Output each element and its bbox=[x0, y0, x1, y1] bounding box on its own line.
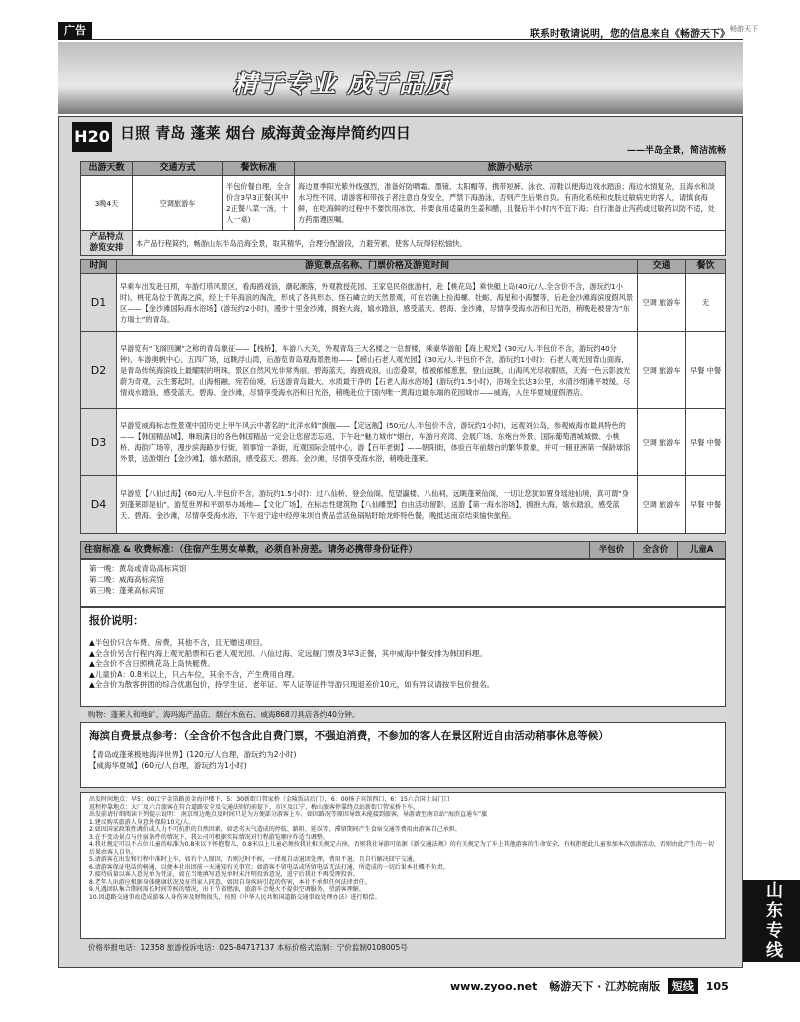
col-days: 出游天数 bbox=[81, 162, 133, 176]
day-transport: 空调 旅游车 bbox=[638, 332, 686, 409]
optional-sights bbox=[80, 722, 726, 788]
day-transport: 空调 旅游车 bbox=[638, 476, 686, 534]
shopping-note: 购物：蓬莱人和地矿、海玛海产品店、烟台木鱼石、威海868刀具店各约40分钟。 bbox=[80, 707, 726, 721]
day-meal: 早餐 中餐 bbox=[686, 476, 726, 534]
col-meals: 餐饮标准 bbox=[223, 162, 295, 176]
banner bbox=[58, 42, 743, 114]
optional-item: 【青岛或蓬莱极地海洋世界】(120元/人自理，游玩约为2小时) bbox=[89, 750, 297, 759]
day-text: 早游览有“飞阁回澜”之称的青岛象征——【栈桥】，车游八大关，外观青岛三大名楼之一总督楼，乘豪华游船【海上观光】(30元/人.半包价不含，游玩约40分钟)，车游奥帆中心、五四广场，远眺浮山湾，后游览青岛观海景胜地——【崂山石老人观光园】(30元/人.半包价不含，游玩约1小时)：石老人观光园背山面海，是青岛传统海滨线上最耀眼的明珠，景区自然风光非常秀丽，碧海蓝天，海鸥戏浪，山峦叠翠，植被郁郁葱葱，登山远眺，山海风光尽收眼底，天海一色云影波光蔚为奇观，云生雾起时，山海相融，宛若仙境，后送游青岛最大、水质最干净的【石老人海水浴场】(游玩约1.5小时)，浴场全长达3公里，水清沙细滩平坡缓，尽情戏水踏浪，感受蓝天、碧海、金沙滩，尽情享受海水浴和日光浴，稍晚赴位于国内唯一黄海边最东端的花园城市——威海，入住华夏城度假酒店。 bbox=[117, 332, 638, 409]
rule-line: 4.我社规定可以不占位儿童的标准为0.8米以下怀抱婴儿，0.8米以上儿童必须按我社相关规定占座，否则我社导游可依据《新交通法规》的有关规定为了车上其他游客的生命安全，有权拒绝此儿童参加本次旅游活动，否则由此产生的一切后果由客人自负。 bbox=[89, 841, 714, 856]
magazine-name: 畅游天下 · 江苏皖南版 bbox=[549, 980, 661, 993]
summary-tips: 海边夏季阳光紫外线强烈，准备好防晒霜、墨镜、太阳帽等，携带短裤、泳衣、凉鞋以便海边戏水踏浪；海边水情复杂，且海水和淡水习性不同，请游客和带孩子者注意自身安全，严禁下海游泳，否则产生后果自负。有消化系统和皮肤过敏病史的客人，请慎食海鲜，在吃海鲜的过程中不要饮用冰饮，并要食用适量的生姜和醋，且餐后半小时内不宜下海；自行准备止泻药或过敏药以防不适，处方药需遵医嘱。 bbox=[295, 176, 726, 231]
optional-title: 海滨自费景点参考：（全含价不包含此自费门票，不强迫消费，不参加的客人在景区附近自由活动稍事休息等候） bbox=[89, 730, 609, 742]
rule-line: 5.请游客在出发和行程中准时上车，如有个人原因，否则过时不候，一律视自动退团处理，费用不退，且自行解决回宁交通。 bbox=[89, 856, 419, 863]
ad-label: 广告 bbox=[58, 22, 92, 40]
summary-table bbox=[80, 161, 726, 256]
day-label: D3 bbox=[81, 409, 117, 476]
hotel-header bbox=[80, 541, 726, 559]
rule-line: 返程停靠地点：大厂及六合旅客在符合道路安全及交通法则的前提下，市区及江宁、梅山旅客停靠终点站新街口管家桥下车。 bbox=[89, 803, 420, 811]
col-transport2: 交通 bbox=[638, 260, 686, 274]
col-sights: 游览景点名称、门票价格及游览时间 bbox=[117, 260, 638, 274]
price-note: ▲全含价不含日照桃花岛上岛快艇费。 bbox=[89, 659, 215, 668]
day-text: 早游览威海标志性景观中国历史上甲午风云中著名的“北洋水师”旗舰——【定远舰】(50元/人.半包价不含，游玩约1小时)，远观刘公岛，参观威海市最具特色的——【韩国精品城】，琳琅满目的各色韩国精品一定会让您留恋忘返，下午赴“魅力城市”烟台，车游月亮湾、会展广场、东炮台外景、国际葡萄酒城城微、小桃桥、海韵广场等，漫步滨海路步行街，领事馆一条街，近观国际会展中心，游【百年老街】——朝阳街，体验百年前烟台的繁华景象，并可一睹亚洲第一保龄球馆外景，送游烟台【金沙滩】，嬉水踏浪，感受蓝天、碧海、金沙滩，尽情享受海水浴，稍晚赴蓬莱。 bbox=[117, 409, 638, 476]
price-notes bbox=[80, 607, 726, 707]
table-row bbox=[81, 476, 726, 534]
product-subtitle: ——半岛全景，简洁流畅 bbox=[626, 146, 726, 156]
price-note: ▲半包价只含车费、房费，其他不含，且无赠送项目。 bbox=[89, 638, 268, 647]
day-meal: 早餐 中餐 bbox=[686, 409, 726, 476]
rule-line: 3.在不变动景点与住宿条件的情况下，我公司可根据实际情况对行程游览顺序作适当调整。 bbox=[89, 833, 329, 841]
hotel-list bbox=[80, 559, 726, 607]
table-row bbox=[81, 332, 726, 409]
day-transport: 空调 旅游车 bbox=[638, 409, 686, 476]
day-meal: 早餐 中餐 bbox=[686, 332, 726, 409]
price-notes-title: 报价说明： bbox=[89, 614, 144, 627]
contact-notice: 联系时敬请说明，您的信息来自《畅游天下》 bbox=[530, 29, 730, 40]
col-transport: 交通方式 bbox=[133, 162, 223, 176]
rule-line: 出发前请仔细阅读下列提示说明： 南京周边地点及时间只是为方便部分游客上车，如因路况等原因导致未能接到旅客，导游请至南京站“海滨直通车”旗 bbox=[89, 811, 488, 818]
banner-slogan: 精于专业 成于品质 bbox=[233, 70, 452, 98]
price-full: 全含价 bbox=[634, 542, 678, 559]
day-label: D4 bbox=[81, 476, 117, 534]
table-row bbox=[81, 409, 726, 476]
hotel-label: 住宿标准 & 收费标准：（住宿产生男女单数，必须自补房差。请务必携带身份证件） bbox=[81, 542, 590, 559]
page-number: 105 bbox=[705, 980, 729, 993]
feature-label: 产品特点 游览安排 bbox=[81, 231, 133, 256]
hotel-night-2: 第二晚：威海高标宾馆 bbox=[89, 575, 164, 584]
rule-line: 1.建议购买旅游人身意外保险10元/人。 bbox=[89, 818, 195, 826]
day-text: 早游览【八仙过海】(60元/人.半包价不含，游玩约1.5小时)：过八仙桥、登会仙阁、览望瀛楼、八仙祠，远眺蓬莱仙阁，一切让您犹如置身瑶池仙境，真可谓“身到蓬莱即是仙”，游览世界和平颂举办场地—【文化广场】，在标志性建筑物【八仙雕塑】自由活动留影，送游【第一海水浴场】，拥抱大海，嬉水踏浪，感受蓝天、碧海、金沙滩，尽情享受海水浴，下午返宁途中经停朱坝自费品尝活鱼锅贴盱眙龙虾特色餐，晚抵达南京结束愉快旅程。 bbox=[117, 476, 638, 534]
hotel-night-1: 第一晚：黄岛或青岛高标宾馆 bbox=[89, 564, 187, 573]
day-label: D1 bbox=[81, 274, 117, 332]
bottom-bar bbox=[450, 978, 729, 994]
day-label: D2 bbox=[81, 332, 117, 409]
price-note: ▲儿童价A：0.8米以上，只占车位，其余不含，产生费用自理。 bbox=[89, 669, 300, 679]
small-logo: 畅游天下 bbox=[730, 25, 758, 33]
summary-transport: 空调旅游车 bbox=[133, 176, 223, 231]
optional-item: 【威海华夏城】(60元/人自理，游玩约为1小时) bbox=[89, 760, 247, 770]
feature-text: 本产品行程简约，畅游山东半岛沿海全景，取其精华，合理分配游段，力避劳累，使客人玩得轻松愉快。 bbox=[133, 231, 726, 256]
col-time: 时间 bbox=[81, 260, 117, 274]
rule-line: 出发时间地点：早5：00江宁金箔路黄金海岸楼下，5：30新街口管家桥（金陵饭店后门），6：00扬子宾馆西口，6：15六合国土局门口 bbox=[89, 796, 450, 803]
price-half: 半包价 bbox=[590, 542, 634, 559]
day-text: 早乘车出发赴日照，车游灯塔风景区，看海鸥戏浪，潮起潮落，外观教授花园、王家皂民俗旅游村，赴【桃花岛】乘快艇上岛(40元/人.全含价不含，游玩约1小时)，桃花岛位于黄海之滨，经上千年海浪的淘洗，形成了各具形态、怪石嶙立的天然景观，可在岩礁上捡海螺、牡蛎、海星和小海蟹等，后赴金沙滩海滨度假风景区——【金沙滩国际海水浴场】(游玩约2小时)，漫步十里金沙滩，拥抱大海，嬉水踏浪，感受蓝天、碧海、金沙滩，尽情享受海水浴和日光浴，稍晚赴被誉为“东方瑞士”的青岛。 bbox=[117, 274, 638, 332]
side-tab: 山东专线 bbox=[743, 880, 800, 962]
day-meal: 无 bbox=[686, 274, 726, 332]
footer-info: 价格举报电话：12358 旅游投诉电话：025-84717137 本标价格式监制：宁价监制0108005号 bbox=[88, 943, 408, 952]
price-child: 儿童A bbox=[678, 542, 726, 559]
itinerary-table bbox=[80, 259, 726, 534]
hotel-night-3: 第三晚：蓬莱高标宾馆 bbox=[89, 586, 164, 595]
section-tag: 短线 bbox=[668, 978, 698, 994]
rule-line: 2.如因国家政策性调价或人力不可抗拒的自然因素，如恶劣天气造成的停航、路阻、延误等，滞留期间产生食宿交通等费用由游客自己承担。 bbox=[89, 826, 461, 833]
col-meal: 餐饮 bbox=[686, 260, 726, 274]
product-title: 日照 青岛 蓬莱 烟台 威海黄金海岸简约四日 bbox=[120, 124, 411, 142]
rule-line: 6.请游客保证电话的畅通，以便本社出团前一天通知有关事宜；如游客不留电话或所留电话无法打通，所造成的一切后果本社概不负责。 bbox=[89, 863, 449, 871]
rule-line: 10.因道路交通事故造成游客人身伤害及财物损失，按照《中华人民共和国道路交通事故处理办法》进行赔偿。 bbox=[89, 893, 381, 901]
summary-meals: 半包价餐自理，全含价含3早3正餐(其中2正餐八菜一汤，十人一桌) bbox=[223, 176, 295, 231]
rules-box bbox=[80, 792, 726, 939]
product-code: H20 bbox=[72, 122, 112, 152]
day-transport: 空调 旅游车 bbox=[638, 274, 686, 332]
price-note: ▲全含价另含行程内海上观光船票和石老人观光园、八仙过海、定远舰门票及3早3正餐，其中威海中餐安排为韩国料理。 bbox=[89, 648, 487, 658]
rule-line: 8.老年人出游应根据身体健康状况及征得家人同意，如因自身疾病引起的伤害，本社不承担任何法律责任。 bbox=[89, 878, 371, 886]
table-row bbox=[81, 274, 726, 332]
site-url[interactable]: www.zyoo.net bbox=[450, 980, 538, 993]
rule-line: 9.凡遇团队集合期间需长时间等候的情况，出于节省燃油，旅游车会熄火不提供空调服务，望游客理解。 bbox=[89, 886, 365, 893]
col-tips: 旅游小贴示 bbox=[295, 162, 726, 176]
rule-line: 7.接待质量以客人意见单为凭证，如在当地填写意见单时未注明投诉意见，返宁后我社不再受理投诉。 bbox=[89, 871, 359, 878]
price-note: ▲全含价为散客拼团的综合优惠包价，持学生证、老年证、军人证等证件导游只现退差价10元，如有异议请按半包价报名。 bbox=[89, 680, 495, 689]
summary-days: 3晚4天 bbox=[81, 176, 133, 231]
